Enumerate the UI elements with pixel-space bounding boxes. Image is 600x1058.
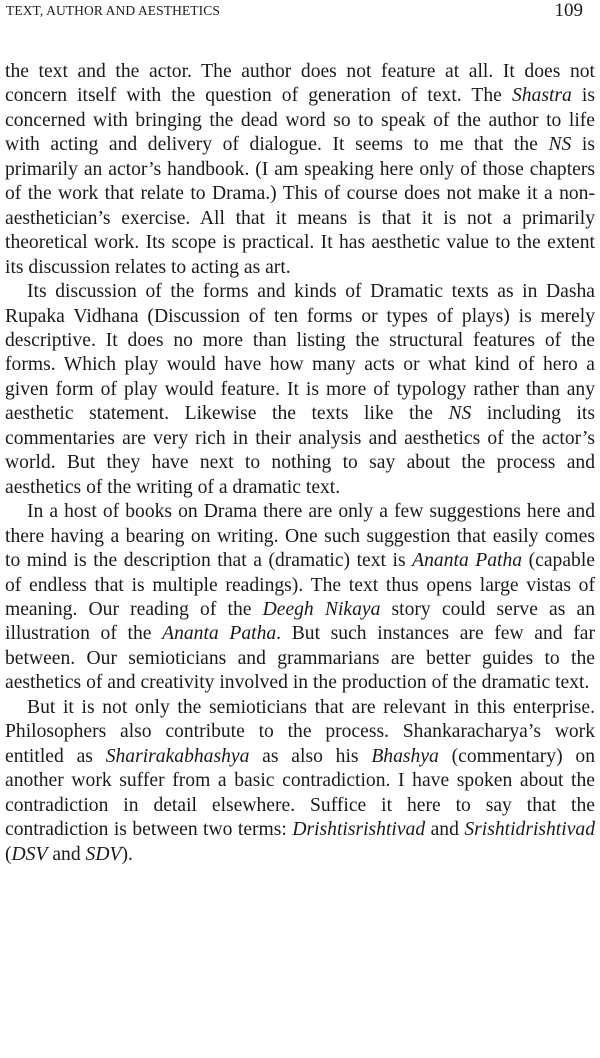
text-run: (: [5, 843, 12, 865]
text-run: is primarily an actor’s handbook. (I am speaking here only of those chapters of the work that relate to Drama.) This of course does not make it a non-aesthetician’s exercise. All that it means is that it is not a primarily theoretical work. Its scope is practical. It has aesthetic value to the extent its discussion relates to acting as art.: [5, 134, 595, 278]
text-run: as also his: [249, 745, 372, 767]
italic-term: Drishtisrishtivad: [292, 819, 426, 841]
text-run: . But such instances are few and far between. Our semioticians and grammarians are better guides to the aesthetics of and creativity involved in the production of the dramatic text.: [5, 623, 595, 694]
italic-term: Sharirakabhashya: [105, 745, 250, 767]
italic-term: Srishtidrishtivad: [464, 819, 595, 841]
text-run: story could serve as an illustration of the: [5, 598, 595, 645]
italic-term: DSV: [11, 843, 48, 865]
text-run: including its commentaries are very rich in their analysis and aesthetics of the actor’s world. But they have next to nothing to say about the process and aesthetics of the writing of a dramatic text.: [5, 403, 595, 498]
text-run: ).: [121, 843, 133, 865]
italic-term: NS: [548, 134, 572, 156]
running-header: [5, 0, 595, 26]
text-run: is concerned with bringing the dead word so to speak of the author to life with acting and delivery of dialogue. It seems to me that the: [5, 85, 595, 156]
text-run: Its discussion of the forms and kinds of Dramatic texts as in Dasha Rupaka Vidhana (Discussion of ten forms or types of plays) is merely descriptive. It does no more than listing the structural features of the forms. Which play would have how many acts or what kind of hero a given form of play would feature. It is more of typology rather than any aesthetic statement. Likewise the texts like the: [5, 281, 595, 425]
text-run: and: [47, 843, 86, 865]
text-run: and: [425, 819, 465, 841]
italic-term: Bhashya: [371, 745, 439, 767]
paragraph-1: [5, 60, 595, 280]
text-run: In a host of books on Drama there are only a few suggestions here and there having a bearing on writing. One such suggestion that easily comes to mind is the description that a (dramatic) text is: [5, 501, 595, 572]
paragraph-2: [5, 280, 595, 500]
paragraph-3: [5, 500, 595, 696]
text-run: (capable of endless that is multiple readings). The text thus opens large vistas of meaning. Our reading of the: [5, 550, 595, 620]
italic-term: NS: [448, 403, 472, 425]
text-run: (commentary) on another work suffer from a basic contradiction. I have spoken about the contradiction in detail elsewhere. Suffice it here to say that the contradiction is between two terms:: [5, 745, 595, 841]
text-run: But it is not only the semioticians that are relevant in this enterprise. Philosophers also contribute to the process. Shankaracharya’s work entitled as: [5, 696, 595, 767]
italic-term: Ananta Patha: [162, 623, 277, 645]
italic-term: SDV: [85, 843, 122, 865]
body-text: [5, 60, 595, 867]
italic-term: Shastra: [511, 85, 572, 107]
page-number: 109: [554, 0, 583, 21]
running-header-title: TEXT, AUTHOR AND AESTHETICS: [6, 3, 220, 18]
italic-term: Ananta Patha: [412, 550, 523, 572]
italic-term: Deegh Nikaya: [262, 598, 381, 620]
paragraph-4: [5, 696, 595, 867]
text-run: the text and the actor. The author does not feature at all. It does not concern itself with the question of generation of text. The: [5, 61, 595, 107]
